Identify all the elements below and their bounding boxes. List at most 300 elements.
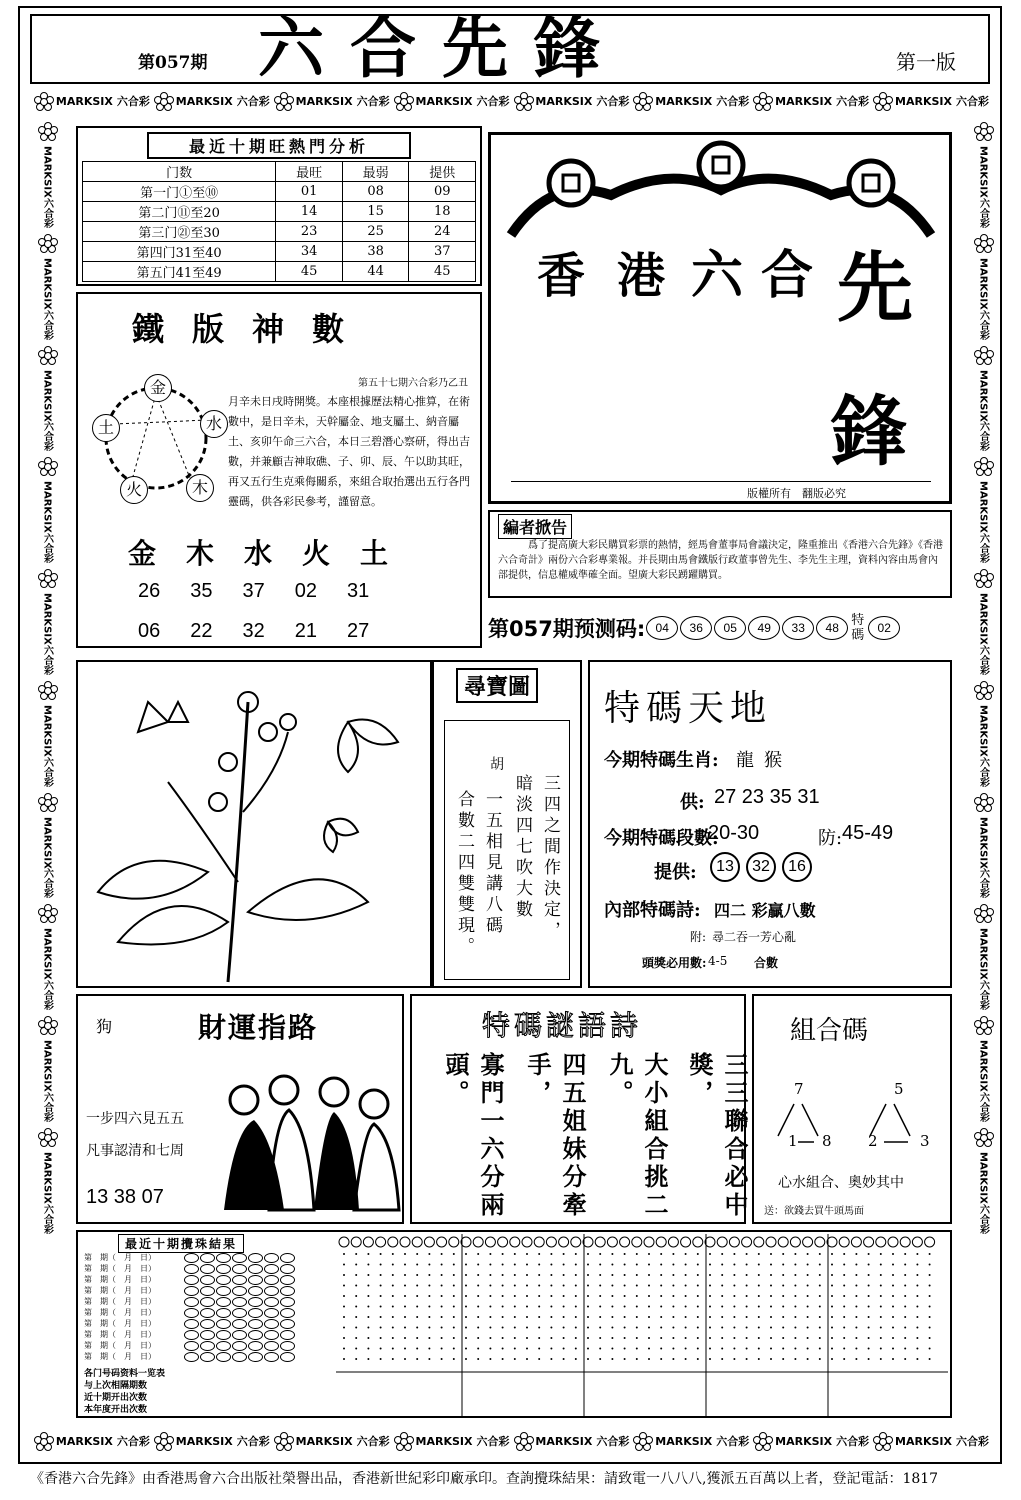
empty-ball-slot [248, 1264, 263, 1274]
cell-max: 01 [276, 182, 343, 202]
flower-ornament-icon [873, 1432, 891, 1450]
grid-dot [514, 1253, 516, 1255]
flower-ornament-icon [38, 681, 56, 699]
provide-number: 16 [782, 852, 812, 882]
defense-label: 防: [818, 828, 843, 849]
grid-dot [550, 1337, 552, 1339]
marksix-label: MARKSIX [41, 593, 53, 645]
results-dot-grid [336, 1232, 948, 1416]
liuhecai-label: 六合彩 [716, 1435, 750, 1448]
grid-dot [697, 1337, 699, 1339]
grid-dot [477, 1306, 479, 1308]
grid-dot [636, 1274, 638, 1276]
empty-ball-slot [280, 1275, 295, 1285]
grid-dot [807, 1327, 809, 1329]
grid-dot [453, 1274, 455, 1276]
grid-dot [526, 1316, 528, 1318]
grid-dot [758, 1358, 760, 1360]
grid-header-ball [632, 1237, 642, 1247]
grid-dot [526, 1348, 528, 1350]
row-label: 第四门31至40 [83, 242, 276, 262]
empty-ball-slot [216, 1264, 231, 1274]
elements-heading: 金木水火土 [128, 537, 419, 570]
wheel-fire: 火 [120, 476, 148, 504]
grid-dot [794, 1253, 796, 1255]
liuhecai-label: 六合彩 [836, 1435, 870, 1448]
grid-dot [624, 1306, 626, 1308]
grid-dot [868, 1295, 870, 1297]
grid-dot [489, 1264, 491, 1266]
grid-dot [880, 1348, 882, 1350]
grid-dot [819, 1316, 821, 1318]
flower-ornament-icon [154, 1432, 172, 1450]
grid-dot [880, 1264, 882, 1266]
grid-dot [416, 1264, 418, 1266]
grid-dot [453, 1358, 455, 1360]
grid-dot [380, 1274, 382, 1276]
grid-dot [428, 1327, 430, 1329]
grid-dot [746, 1295, 748, 1297]
grid-dot [416, 1348, 418, 1350]
grid-dot [855, 1337, 857, 1339]
grid-dot [526, 1274, 528, 1276]
grid-dot [831, 1306, 833, 1308]
grid-dot [380, 1358, 382, 1360]
empty-ball-slot [232, 1308, 247, 1318]
segment-label: 今期特碼段數: [604, 828, 719, 849]
grid-dot [807, 1253, 809, 1255]
grid-dot [343, 1274, 345, 1276]
grid-dot [721, 1295, 723, 1297]
flower-ornament-icon [38, 904, 56, 922]
grid-dot [733, 1264, 735, 1266]
grid-dot [587, 1285, 589, 1287]
grid-dot [672, 1327, 674, 1329]
grid-dot [892, 1264, 894, 1266]
grid-dot [477, 1285, 479, 1287]
grid-dot [367, 1253, 369, 1255]
period-row [84, 1318, 334, 1329]
footer-row-label: 与上次相隔期数 [84, 1381, 148, 1391]
grid-dot [794, 1337, 796, 1339]
copyright-text: 版權所有 翻版必究 [747, 487, 846, 500]
grid-dot [916, 1253, 918, 1255]
grid-dot [868, 1337, 870, 1339]
grid-dot [441, 1327, 443, 1329]
results-footer-labels [84, 1368, 165, 1416]
grid-dot [697, 1274, 699, 1276]
grid-dot [916, 1358, 918, 1360]
grid-dot [855, 1316, 857, 1318]
grid-dot [416, 1316, 418, 1318]
empty-ball-slot [232, 1286, 247, 1296]
marksix-label: MARKSIX [175, 1434, 233, 1448]
grid-dot [831, 1327, 833, 1329]
grid-dot [758, 1337, 760, 1339]
empty-ball-slot [216, 1319, 231, 1329]
grid-dot [526, 1285, 528, 1287]
marksix-label: MARKSIX [415, 1434, 473, 1448]
grid-dot [892, 1306, 894, 1308]
cell-max: 14 [276, 202, 343, 222]
empty-ball-slot [264, 1341, 279, 1351]
grid-header-ball [754, 1237, 764, 1247]
cell-max: 34 [276, 242, 343, 262]
empty-ball-slot [184, 1275, 199, 1285]
supply-value: 27 23 35 31 [714, 786, 820, 808]
footer-row-label: 本年度开出次数 [84, 1405, 148, 1415]
grid-dot [831, 1316, 833, 1318]
grid-dot [648, 1316, 650, 1318]
logo-char: 港 [617, 248, 666, 304]
grid-dot [892, 1358, 894, 1360]
period-row [84, 1340, 334, 1351]
grid-dot [404, 1295, 406, 1297]
grid-dot [563, 1327, 565, 1329]
grid-dot [660, 1327, 662, 1329]
grid-dot [904, 1285, 906, 1287]
marksix-label: MARKSIX [535, 1434, 593, 1448]
empty-ball-slot [200, 1319, 215, 1329]
grid-header-ball [473, 1237, 483, 1247]
cell-max: 45 [276, 262, 343, 282]
grid-dot [428, 1316, 430, 1318]
grid-dot [636, 1348, 638, 1350]
empty-ball-slot [280, 1352, 295, 1362]
grid-dot [343, 1285, 345, 1287]
liuhecai-label: 六合彩 [41, 756, 53, 787]
grid-dot [563, 1285, 565, 1287]
grid-dot [477, 1327, 479, 1329]
grid-dot [611, 1295, 613, 1297]
empty-ball-slot [280, 1308, 295, 1318]
grid-dot [843, 1316, 845, 1318]
grid-dot [782, 1337, 784, 1339]
grid-dot [672, 1274, 674, 1276]
special-ball: 02 [868, 616, 900, 640]
grid-dot [929, 1253, 931, 1255]
grid-dot [672, 1295, 674, 1297]
marksix-label: MARKSIX [977, 704, 989, 757]
grid-dot [831, 1253, 833, 1255]
liuhecai-label: 六合彩 [596, 1435, 630, 1448]
empty-ball-slot [232, 1297, 247, 1307]
liuhecai-label: 六合彩 [476, 95, 510, 108]
grid-dot [404, 1274, 406, 1276]
grid-dot [660, 1316, 662, 1318]
marksix-label: MARKSIX [55, 94, 113, 108]
grid-dot [538, 1295, 540, 1297]
grid-dot [404, 1253, 406, 1255]
grid-dot [563, 1264, 565, 1266]
grid-dot [380, 1295, 382, 1297]
grid-dot [770, 1274, 772, 1276]
empty-ball-slot [200, 1264, 215, 1274]
grid-dot [465, 1358, 467, 1360]
empty-ball-slot [184, 1319, 199, 1329]
grid-dot [831, 1274, 833, 1276]
grid-dot [514, 1264, 516, 1266]
combo-tri1-left: 1 [788, 1132, 798, 1150]
wheel-metal: 金 [144, 374, 172, 402]
empty-ball-slot [184, 1253, 199, 1263]
grid-dot [550, 1306, 552, 1308]
note-value: 尋二吞一芳心亂 [712, 930, 797, 944]
grid-dot [611, 1348, 613, 1350]
grid-dot [404, 1327, 406, 1329]
grid-dot [441, 1295, 443, 1297]
grid-dot [404, 1337, 406, 1339]
grid-dot [428, 1264, 430, 1266]
marksix-label: MARKSIX [295, 1434, 353, 1448]
period-row [84, 1274, 334, 1285]
grid-dot [721, 1358, 723, 1360]
grid-dot [746, 1285, 748, 1287]
liuhecai-label: 六合彩 [236, 95, 270, 108]
combo-tri2-right: 3 [920, 1132, 930, 1150]
grid-dot [367, 1285, 369, 1287]
grid-dot [355, 1327, 357, 1329]
cell-min: 15 [342, 202, 409, 222]
grid-dot [587, 1337, 589, 1339]
liuhecai-label: 六合彩 [116, 95, 150, 108]
grid-dot [624, 1274, 626, 1276]
grid-dot [660, 1348, 662, 1350]
grid-dot [868, 1316, 870, 1318]
grid-dot [404, 1348, 406, 1350]
grid-dot [392, 1306, 394, 1308]
grid-dot [807, 1358, 809, 1360]
grid-dot [453, 1327, 455, 1329]
grid-dot [477, 1316, 479, 1318]
grid-dot [563, 1306, 565, 1308]
marksix-label: MARKSIX [977, 1152, 989, 1204]
grid-dot [819, 1327, 821, 1329]
grid-dot [502, 1295, 504, 1297]
grid-dot [709, 1327, 711, 1329]
edition-label: 第一版 [896, 50, 956, 74]
grid-dot [782, 1274, 784, 1276]
grid-dot [355, 1358, 357, 1360]
grid-dot [746, 1264, 748, 1266]
empty-ball-slot [200, 1253, 215, 1263]
grid-dot [648, 1358, 650, 1360]
empty-ball-slot [216, 1275, 231, 1285]
grid-dot [367, 1358, 369, 1360]
empty-ball-slot [232, 1330, 247, 1340]
grid-dot [428, 1285, 430, 1287]
flower-ornament-icon [34, 1432, 52, 1450]
head-label: 頭獎必用數: [642, 956, 707, 970]
grid-dot [697, 1327, 699, 1329]
grid-dot [733, 1274, 735, 1276]
grid-header-ball [839, 1237, 849, 1247]
grid-dot [929, 1264, 931, 1266]
grid-dot [465, 1337, 467, 1339]
provide-number: 32 [746, 852, 776, 882]
iron-board-panel [76, 292, 482, 648]
grid-dot [672, 1264, 674, 1266]
grid-dot [355, 1348, 357, 1350]
footer-row-label: 近十期开出次数 [84, 1393, 148, 1403]
marksix-label: MARKSIX [895, 1434, 952, 1448]
grid-dot [733, 1316, 735, 1318]
wheel-wood: 木 [186, 474, 214, 502]
grid-dot [758, 1327, 760, 1329]
grid-dot [855, 1348, 857, 1350]
empty-ball-slot [184, 1330, 199, 1340]
grid-dot [648, 1274, 650, 1276]
liuhecai-label: 六合彩 [596, 95, 630, 108]
grid-dot [868, 1327, 870, 1329]
grid-dot [929, 1285, 931, 1287]
grid-dot [514, 1358, 516, 1360]
flower-ornament-icon [38, 122, 56, 140]
grid-dot [648, 1327, 650, 1329]
grid-dot [721, 1306, 723, 1308]
iron-board-subtitle: 第五十七期六合彩乃乙丑 [358, 378, 468, 389]
empty-ball-slot [184, 1308, 199, 1318]
grid-header-ball [644, 1237, 654, 1247]
head-suffix: 合數 [754, 956, 779, 970]
grid-dot [514, 1295, 516, 1297]
empty-ball-slot [248, 1330, 263, 1340]
grid-header-ball [876, 1237, 886, 1247]
grid-dot [794, 1316, 796, 1318]
grid-dot [465, 1274, 467, 1276]
logo-char: 鋒 [831, 387, 907, 476]
grid-dot [892, 1295, 894, 1297]
grid-dot [514, 1327, 516, 1329]
grid-dot [819, 1337, 821, 1339]
grid-dot [489, 1337, 491, 1339]
empty-ball-slot [248, 1308, 263, 1318]
grid-header-ball [742, 1237, 752, 1247]
grid-dot [843, 1253, 845, 1255]
number: 21 [294, 620, 317, 642]
grid-header-ball [424, 1237, 434, 1247]
grid-dot [709, 1306, 711, 1308]
combo-tri2-top: 5 [894, 1080, 904, 1098]
grid-dot [441, 1316, 443, 1318]
period-row [84, 1351, 334, 1362]
grid-header-ball [376, 1237, 386, 1247]
grid-header-ball [388, 1237, 398, 1247]
poem-column: 寡門一六分兩頭。 [441, 1052, 505, 1220]
empty-ball-slot [248, 1319, 263, 1329]
grid-dot [477, 1358, 479, 1360]
grid-dot [489, 1274, 491, 1276]
liuhecai-label: 六合彩 [41, 309, 53, 340]
grid-dot [404, 1285, 406, 1287]
grid-dot [465, 1295, 467, 1297]
grid-dot [648, 1348, 650, 1350]
grid-header-ball [498, 1237, 508, 1247]
grid-header-ball [778, 1237, 788, 1247]
period-label: 第 期（ 月 日） [84, 1352, 156, 1361]
grid-dot [465, 1264, 467, 1266]
grid-dot [587, 1316, 589, 1318]
grid-dot [611, 1316, 613, 1318]
grid-dot [721, 1274, 723, 1276]
grid-dot [855, 1327, 857, 1329]
cell-min: 44 [342, 262, 409, 282]
grid-dot [489, 1358, 491, 1360]
grid-dot [819, 1295, 821, 1297]
grid-dot [770, 1285, 772, 1287]
treasure-title: 尋寶圖 [456, 668, 538, 703]
grid-dot [733, 1348, 735, 1350]
grid-dot [697, 1316, 699, 1318]
row-label: 第三门㉑至30 [83, 222, 276, 242]
flower-ornament-icon [974, 1016, 992, 1034]
marksix-label: MARKSIX [175, 94, 233, 108]
number: 32 [242, 620, 265, 642]
empty-ball-slot [200, 1330, 215, 1340]
grid-dot [550, 1327, 552, 1329]
fortune-panel [76, 994, 404, 1224]
grid-dot [575, 1274, 577, 1276]
grid-dot [782, 1316, 784, 1318]
grid-dot [416, 1253, 418, 1255]
grid-dot [599, 1306, 601, 1308]
grid-dot [599, 1264, 601, 1266]
grid-dot [758, 1274, 760, 1276]
grid-dot [514, 1306, 516, 1308]
flower-ornament-icon [38, 1128, 56, 1146]
grid-dot [648, 1295, 650, 1297]
grid-dot [343, 1348, 345, 1350]
grid-dot [587, 1358, 589, 1360]
grid-dot [404, 1264, 406, 1266]
liuhecai-label: 六合彩 [977, 1203, 989, 1234]
prediction-ball: 48 [816, 616, 848, 640]
liuhecai-label: 六合彩 [356, 1435, 390, 1448]
grid-dot [648, 1285, 650, 1287]
grid-dot [685, 1348, 687, 1350]
grid-dot [819, 1264, 821, 1266]
grid-dot [697, 1264, 699, 1266]
grid-dot [624, 1316, 626, 1318]
grid-dot [685, 1337, 687, 1339]
flower-ornament-icon [974, 346, 992, 364]
grid-dot [404, 1316, 406, 1318]
grid-dot [465, 1253, 467, 1255]
grid-dot [514, 1348, 516, 1350]
grid-dot [392, 1295, 394, 1297]
grid-dot [855, 1306, 857, 1308]
flower-ornament-icon [154, 92, 172, 110]
cell-give: 09 [409, 182, 476, 202]
grid-dot [746, 1358, 748, 1360]
marksix-label: MARKSIX [41, 146, 53, 198]
grid-header-ball [363, 1237, 373, 1247]
grid-dot [575, 1316, 577, 1318]
grid-dot [819, 1285, 821, 1287]
liuhecai-label: 六合彩 [977, 644, 989, 675]
period-label: 第 期（ 月 日） [84, 1264, 156, 1273]
empty-ball-slot [232, 1352, 247, 1362]
grid-dot [794, 1285, 796, 1287]
grid-dot [392, 1285, 394, 1287]
treasure-panel [432, 660, 582, 988]
grid-dot [550, 1316, 552, 1318]
marksix-label: MARKSIX [41, 928, 53, 981]
poem-column: 大小組合挑二九。 [605, 1052, 669, 1220]
grid-dot [782, 1285, 784, 1287]
liuhecai-label: 六合彩 [716, 95, 750, 108]
grid-header-ball [546, 1237, 556, 1247]
